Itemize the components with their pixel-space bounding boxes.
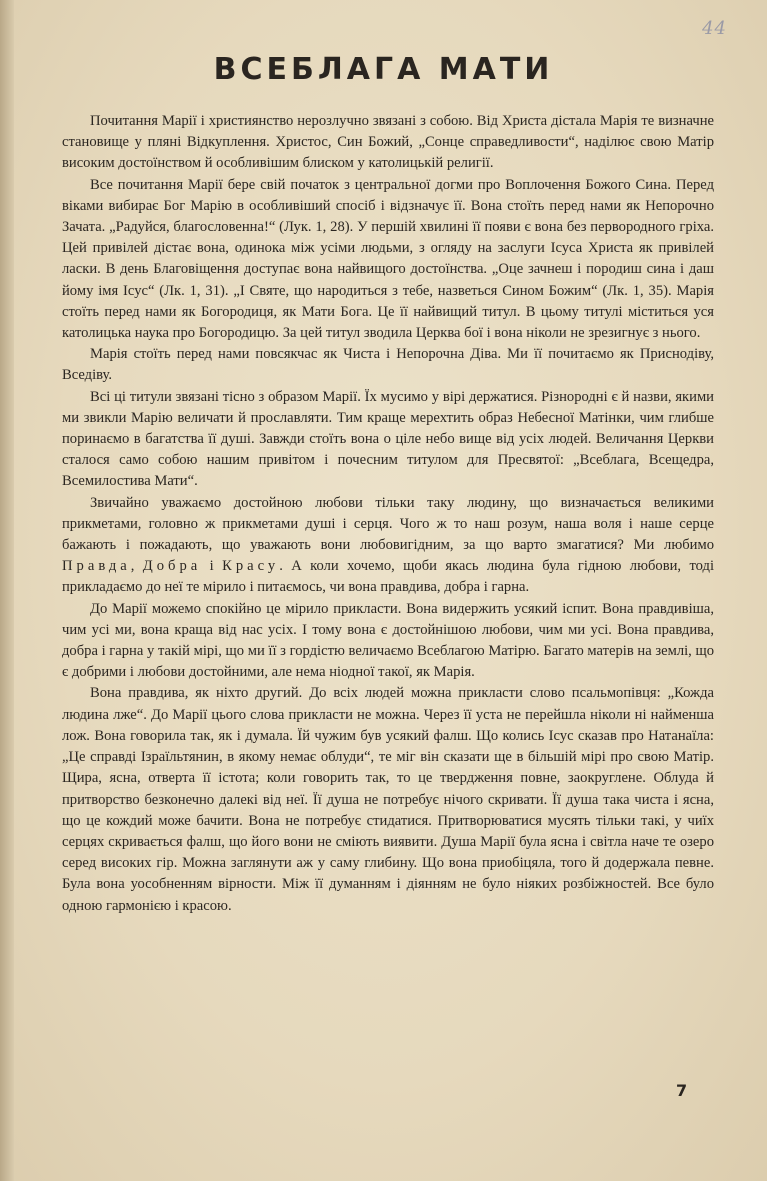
spaced-word-truth: Правда [62,558,131,575]
handwritten-page-mark: 44 [702,18,727,39]
page-left-edge [0,0,14,1181]
page-number: 7 [676,1081,688,1100]
paragraph-3: Марія стоїть перед нами повсякчас як Чиста і Непорочна Діва. Ми її почитаємо як Приснодіву, Вседіву. [62,346,714,384]
paragraph-2: Все почитання Марії бере свій початок з центральної догми про Воплочення Божого Сина. Перед віками вибирає Бог Марію в особливіший спосіб і відзначує її. Вона стоїть перед нами як Непорочно Зачата. „Радуйся, благословенна!“ (Лук. 1, 28). У першій хвилині її появи є вона без первородного гріха. Цей привілей дістає вона, одинока між усіми людьми, з огляду на заслуги Ісуса Христа як привілей ласки. В день Благовіщення доступає вона найвищого достоїнства. „Оце зачнеш і породиш сина і даш йому імя Ісус“ (Лк. 1, 31). „І Святе, що народиться з тебе, назветься Сином Божим“ (Лк. 1, 35). Марія стоїть перед нами як Богородиця, як Мати Бога. Це її найвищий титул. В цьому титулі міститься уся католицька наука про Богородицю. За цей титул зводила Церква бої і вона ніколи не зрезигнує з нього. [62,176,714,342]
paragraph-7: Вона правдива, як ніхто другий. До всіх людей можна прикласти слово псальмопівця: „Кожда людина лже“. До Марії цього слова прикласти не можна. Через її уста не перейшла ніколи ні найменша лож. Вона говорила так, як і думала. Їй чужим був усякий фалш. Що колись Ісус сказав про Натанаїла: „Це справді Ізраїльтянин, в якому немає облуди“, те міг він сказати ще в більшій мірі про свою Матір. Щира, ясна, отверта її істота; коли говорить так, то це твердження повне, заокруглене. Облуда й притворство безконечно далекі від неї. Її душа не потребує нічого скривати. Її душа така чиста і ясна, що це кождий може бачити. Вона не потребує стидатися. Притворюватися мусять тільки такі, у чиїх серцях скривається фалш, що його вони не сміють виявити. Душа Марії була ясна і світла наче те озеро серед високих гір. Можна заглянути аж у саму глибину. Що вона приобіцяла, того й додержала певне. Була вона уособненням вірности. Між її думанням і діянням не було ніяких розбіжностей. Все було одною гармонією і красою. [62,685,714,914]
paragraph-1: Почитання Марії і християнство нерозлучно звязані з собою. Від Христа дістала Марія те визначне становище у пляні Відкуплення. Христос, Син Божий, „Сонце справедливости“, наділює свою Матір високим достоїнством й особливішим блиском у католицькій религії. [62,113,714,172]
spaced-word-beauty: Красу [222,558,280,575]
article-body [62,111,714,917]
paragraph-5: Звичайно уважаємо достойною любови тільки таку людину, що визначається великими прикметами, головно ж прикметами душі і серця. Чого ж то наш розум, наша воля і наше серце бажають і пожадають, що уважають вони любовигідним, за що варто змагатися? Ми любимо Правда, Добра і Красу. А коли хочемо, щоби якась людина була гідною любови, тоді прикладаємо до неї те мірило і питаємось, чи вона правдива, добра і гарна. [62,494,714,596]
page-title: ВСЕБЛАГА МАТИ [213,52,554,87]
paragraph-6: До Марії можемо спокійно це мірило прикласти. Вона видержить усякий іспит. Вона правдивіша, чим усі ми, вона краща від нас усіх. І тому вона є достойнішою любови, чим ми усі. Вона правдива, добра і гарна у такій мірі, що ми її з гордістю величаємо Всеблагою Матірю. Багато матерів на землі, що є добрими і любови достойними, але нема ніодної такої, як Марія. [62,600,714,681]
paragraph-5-continuation: А коли хочемо, щоби якась людина була гідною любови, тоді прикладаємо до неї те мірило і питаємось, чи вона правдива, добра і гарна. [62,558,714,596]
spaced-word-goodness: Добра [142,558,202,575]
paragraph-5-text: Звичайно уважаємо достойною любови тільки таку людину, що визначається великими прикметами, головно ж прикметами душі і серця. Чого ж то наш розум, наша воля і наше серце бажають і пожадають, що уважають вони любовигідним, за що варто змагатися? Ми любимо [62,494,714,554]
paragraph-4: Всі ці титули звязані тісно з образом Марії. Їх мусимо у вірі держатися. Різнородні є й назви, якими ми звикли Марію величати й прославляти. Тим краще мерехтить образ Небесної Матінки, чим глибше поринаємо в багатства її душі. Завжди стоїть вона о ціле небо вище від усіх людей. Величання Церкви сталося само собою нашим привітом і почесним титулом для Пресвятої: „Всеблага, Всещедра, Всемилостива Мати“. [62,388,714,490]
